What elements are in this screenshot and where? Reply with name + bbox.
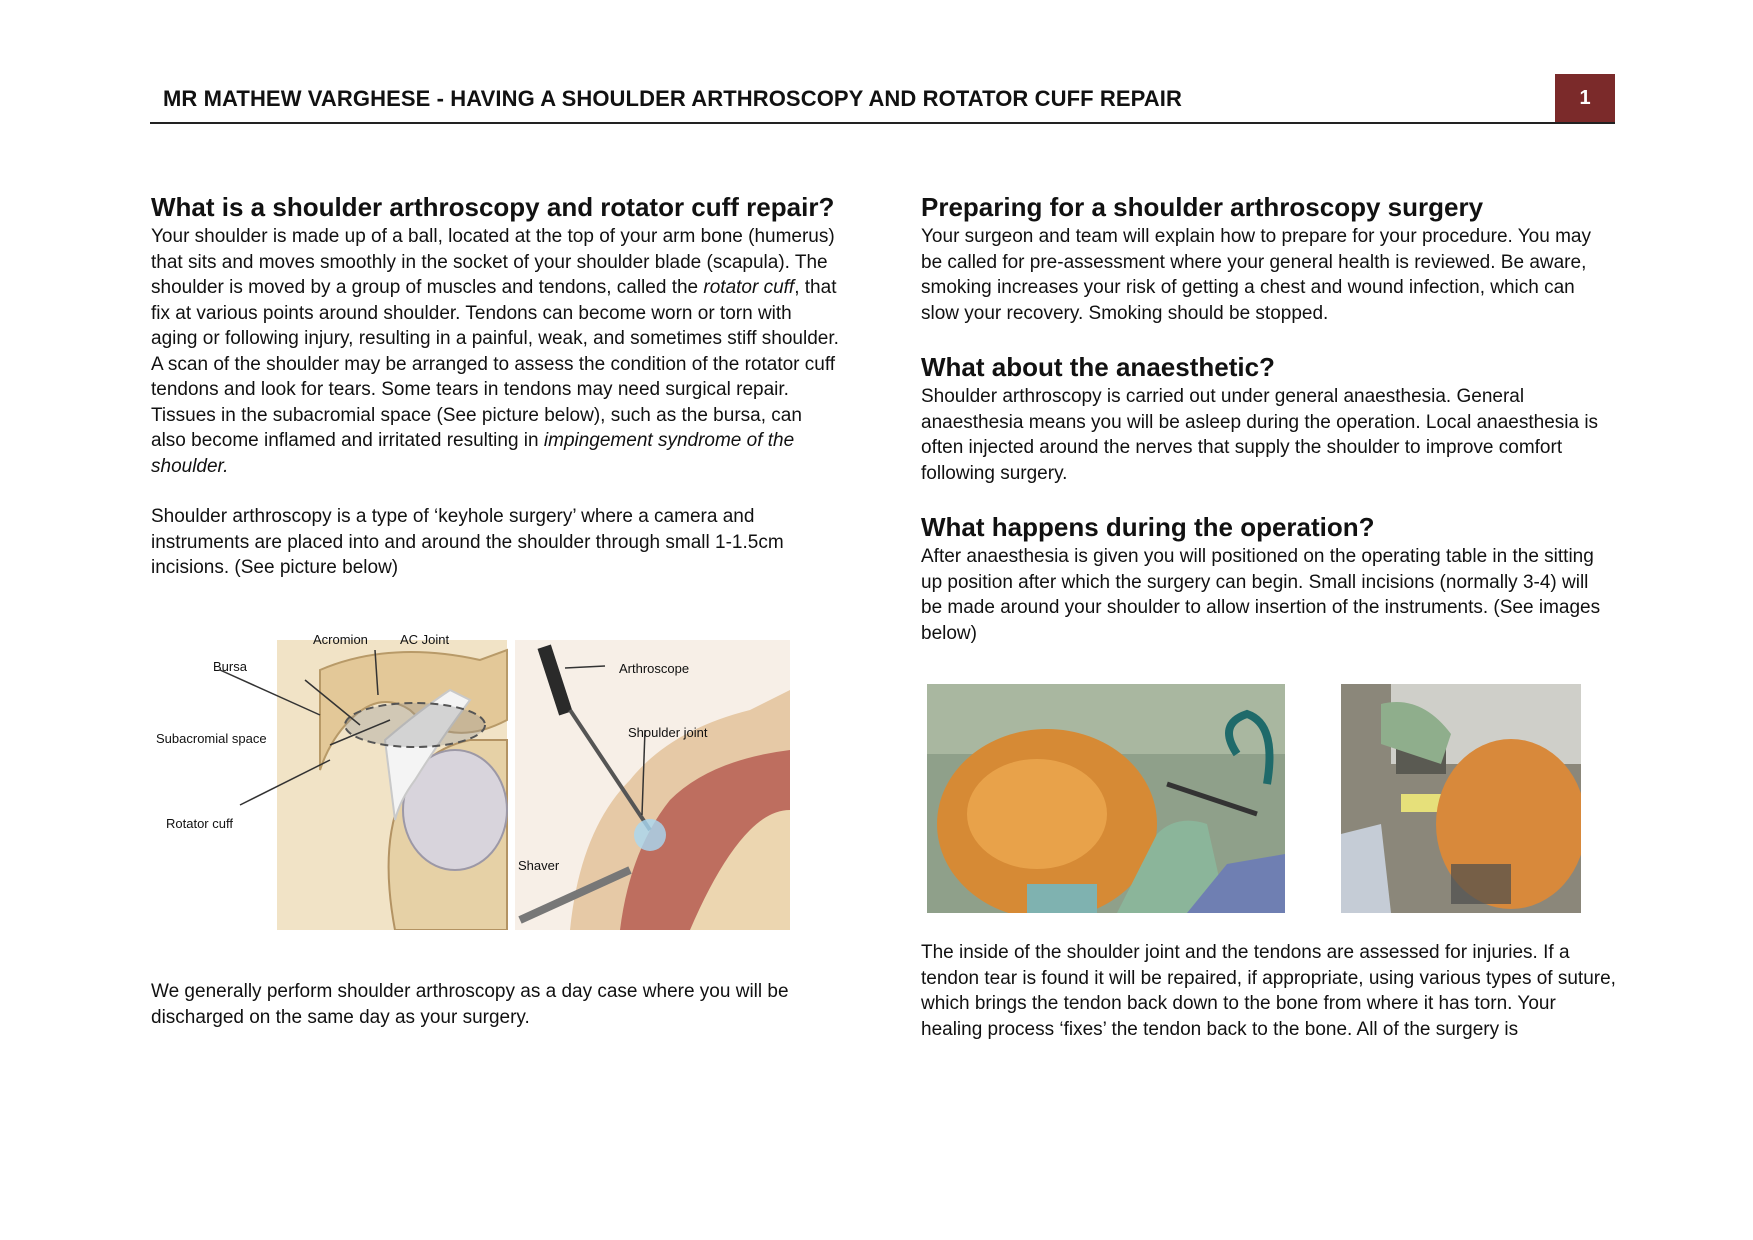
section-heading-operation: What happens during the operation? [921, 512, 1375, 542]
label-rotator-cuff: Rotator cuff [166, 816, 233, 831]
section-heading-preparing: Preparing for a shoulder arthroscopy surgery [921, 192, 1484, 222]
section-heading-anaesthetic: What about the anaesthetic? [921, 352, 1275, 382]
operation-paragraph: After anaesthesia is given you will positioned on the operating table in the sitting up position after which the surgery can begin. Small incisions (normally 3-4) will be made around your shoulder to allow insertion of the instruments. (See images below) [921, 546, 1601, 644]
section-heading-what-is: What is a shoulder arthroscopy and rotator cuff repair? [151, 192, 835, 222]
surgery-photo-2 [1341, 684, 1581, 913]
subacromial-space-outline [345, 703, 485, 747]
shoulder-anatomy-figure [150, 630, 790, 930]
preparing-paragraph: Your surgeon and team will explain how to prepare for your procedure. You may be called for pre-assessment where your general health is reviewed. Be aware, smoking increases your risk of getting a chest and wound infection, which can slow your recovery. Smoking should be stopped. [921, 226, 1591, 324]
page-header [150, 76, 1615, 124]
label-ac-joint: AC Joint [400, 632, 450, 647]
right-column [921, 191, 1611, 646]
joint-light [634, 819, 666, 851]
keyhole-paragraph: Shoulder arthroscopy is a type of ‘keyhole surgery’ where a camera and instruments are placed into and around the shoulder through small 1-1.5cm incisions. (See picture below) [151, 506, 784, 578]
left-column [151, 191, 841, 581]
surgery-photo-1 [927, 684, 1285, 913]
label-acromion: Acromion [313, 632, 368, 647]
anaesthetic-paragraph: Shoulder arthroscopy is carried out under general anaesthesia. General anaesthesia means you will be asleep during the operation. Local anaesthesia is often injected around the nerves that supply the shoulder to improve comfort following surgery. [921, 386, 1599, 484]
day-case-paragraph: We generally perform shoulder arthroscopy as a day case where you will be discharged on the same day as your surgery. [151, 981, 789, 1028]
label-subacromial-space: Subacromial space [156, 731, 267, 746]
label-shaver: Shaver [518, 858, 560, 873]
intro-paragraph: Your shoulder is made up of a ball, located at the top of your arm bone (humerus) that sits and moves smoothly in the socket of your shoulder blade (scapula). The shoulder is moved by a group of muscles and tendons, called the rotator cuff, that fix at various points around shoulder. Tendons can become worn or torn with aging or following injury, resulting in a painful, weak, and sometimes stiff shoulder. A scan of the shoulder may be arranged to assess the condition of the rotator cuff tendons and look for tears. Some tears in tendons may need surgical repair. Tissues in the subacromial space (See picture below), such as the bursa, can also become inflamed and irritated resulting in impingement syndrome of the shoulder. [151, 226, 839, 477]
page-number-badge: 1 [1555, 74, 1615, 122]
label-arthroscope: Arthroscope [619, 661, 690, 676]
label-shoulder-joint: Shoulder joint [628, 725, 708, 740]
anatomy-illustration [150, 630, 790, 930]
assessment-paragraph: The inside of the shoulder joint and the tendons are assessed for injuries. If a tendon tear is found it will be repaired, if appropriate, using various types of suture, which brings the tendon back down to the bone from where it has torn. Your healing process ‘fixes’ the tendon back to the bone. All of the surgery is [921, 942, 1616, 1040]
document-title: MR MATHEW VARGHESE - HAVING A SHOULDER ARTHROSCOPY AND ROTATOR CUFF REPAIR [163, 86, 1182, 111]
label-bursa: Bursa [213, 659, 247, 674]
